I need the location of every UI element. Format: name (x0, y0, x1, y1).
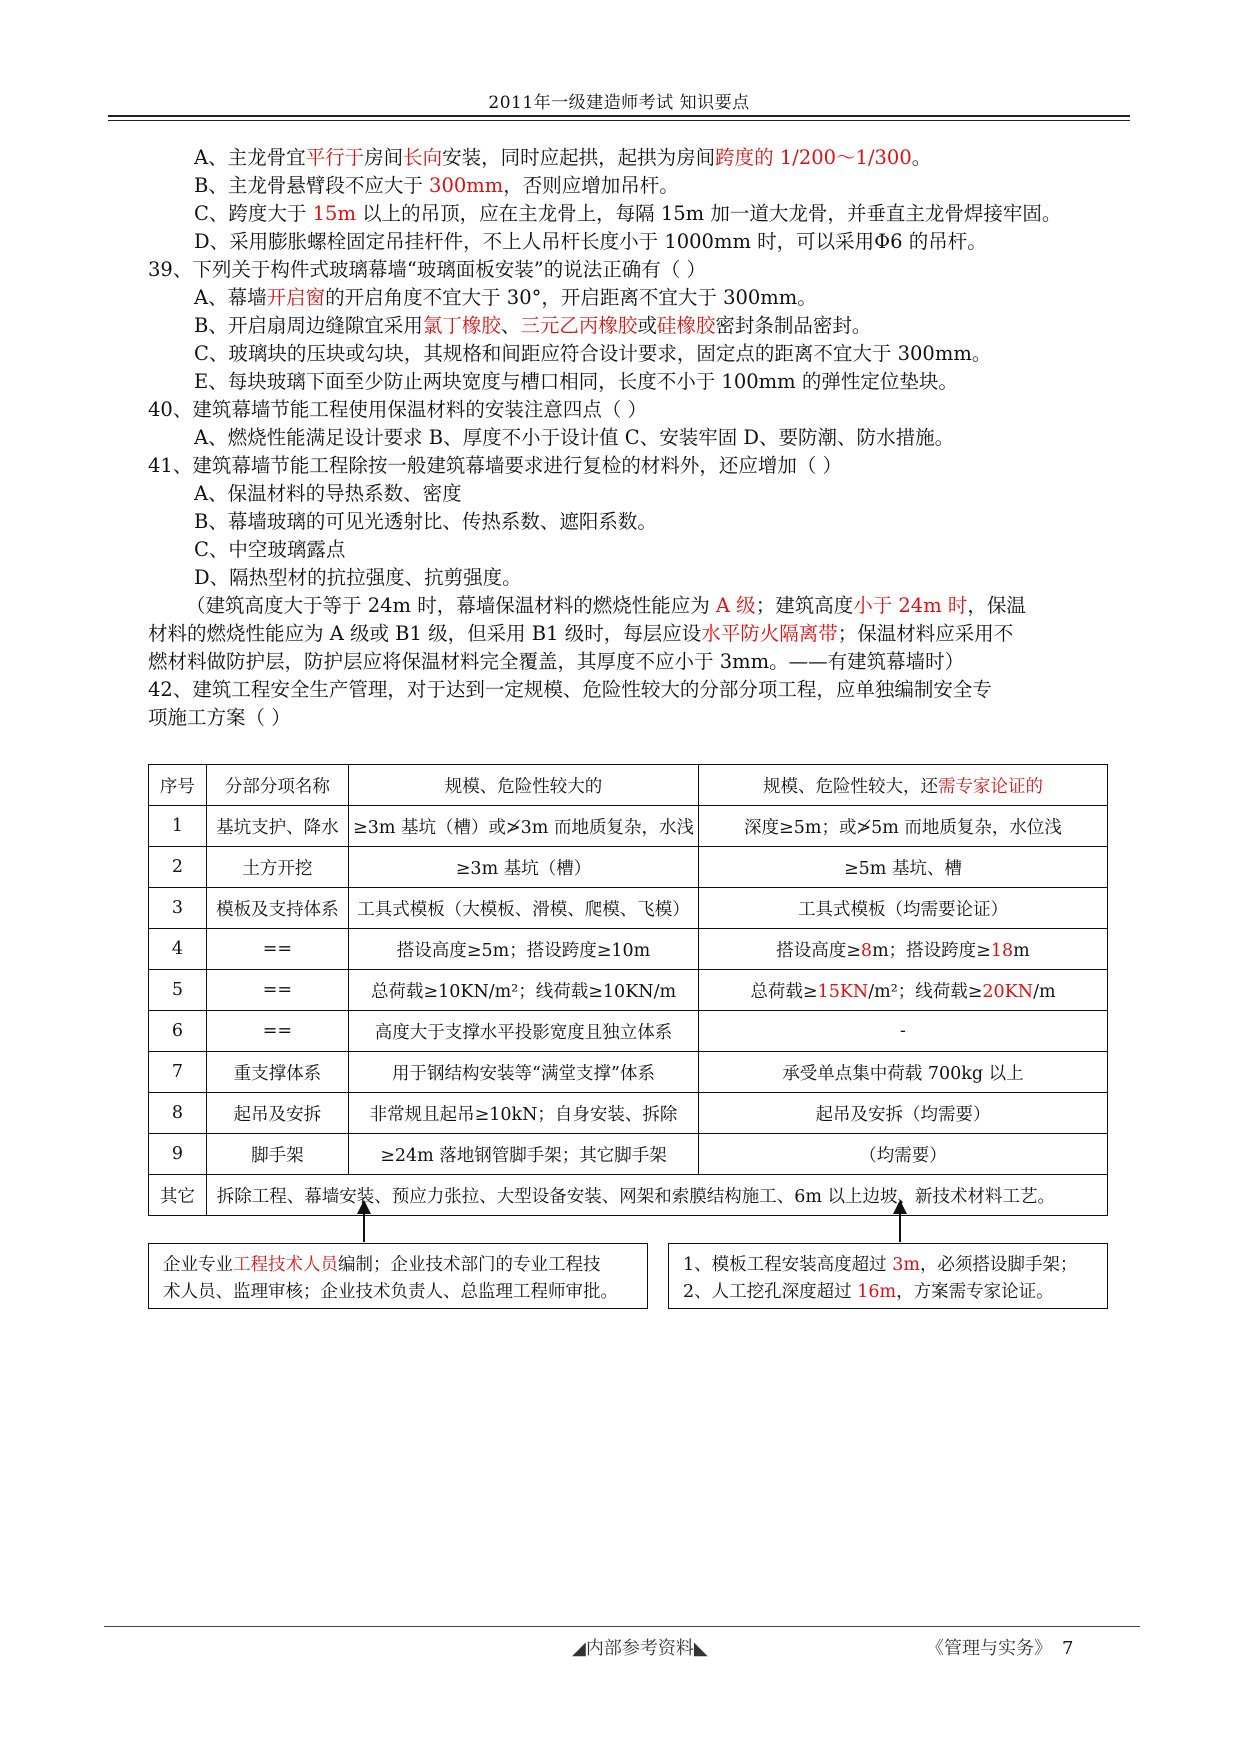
text-run: ，否则应增加吊杆。 (503, 174, 679, 197)
table-header-row (149, 765, 1108, 806)
note-line (683, 1252, 1093, 1279)
highlight-text: 小于 24m 时 (853, 594, 968, 617)
table-row (149, 1093, 1108, 1134)
table-cell (349, 847, 699, 888)
table-cell (149, 929, 207, 970)
text-line (148, 312, 1108, 340)
highlight-text: 3m (892, 1255, 920, 1275)
arrow-up-left (357, 1200, 371, 1244)
text-run: A、保温材料的导热系数、密度 (194, 482, 462, 505)
text-run: B、开启扇周边缝隙宜采用 (194, 314, 423, 337)
text-run: == (262, 1021, 293, 1041)
text-run: ，保温 (967, 594, 1026, 617)
text-run: 39、下列关于构件式玻璃幕墙“玻璃面板安装”的说法正确有（ ） (148, 258, 706, 281)
highlight-text: 三元乙丙橡胶 (520, 314, 638, 337)
text-line (148, 368, 1108, 396)
text-run: 深度≥5m；或≯5m 而地质复杂，水位浅 (744, 817, 1062, 838)
text-run: 起吊及安拆（均需要） (815, 1104, 991, 1125)
table-cell (349, 1011, 699, 1052)
text-run: ；保温材料应采用不 (837, 622, 1014, 645)
table-row (149, 929, 1108, 970)
table-cell (698, 765, 1107, 806)
text-run: B、主龙骨悬臂段不应大于 (194, 174, 430, 197)
note-line (163, 1252, 633, 1279)
note-box-approval (148, 1243, 648, 1309)
text-run: 2、人工挖孔深度超过 (683, 1282, 858, 1302)
arrow-up-right (893, 1200, 907, 1244)
text-line (148, 536, 1108, 564)
highlight-text: 工程技术人员 (233, 1255, 338, 1275)
text-line (148, 340, 1108, 368)
text-run: 、 (500, 314, 521, 337)
table-cell (149, 1093, 207, 1134)
table-cell (698, 1011, 1107, 1052)
text-run: 序号 (159, 776, 195, 797)
text-run: 起吊及安拆 (233, 1104, 322, 1125)
table-cell (206, 1052, 348, 1093)
text-run: 总荷载≥10KN/m²；线荷载≥10KN/m (370, 981, 677, 1002)
highlight-text: 氯丁橡胶 (422, 314, 501, 337)
text-run: 工具式模板（均需要论证） (797, 899, 1008, 920)
table-cell: 拆除工程、幕墙安装、预应力张拉、大型设备安装、网架和索膜结构施工、6m 以上边坡、新技术材料工艺。 (206, 1175, 1107, 1216)
text-line (148, 396, 1108, 424)
table-cell (149, 1134, 207, 1175)
text-run: 编制；企业技术部门的专业工程技 (338, 1255, 601, 1275)
text-run: 2 (171, 857, 183, 877)
note-line (163, 1279, 633, 1306)
text-run: C、中空玻璃露点 (194, 538, 346, 561)
table-cell (206, 1093, 348, 1134)
text-run: 材料的燃烧性能应为 A 级或 B1 级，但采用 B1 级时，每层应设 (148, 622, 702, 645)
text-run: 企业专业 (163, 1255, 233, 1275)
highlight-text: 硅橡胶 (656, 314, 716, 337)
text-line (148, 256, 1108, 284)
table-cell (349, 806, 699, 847)
text-run: 的开启角度不宜大于 30°，开启距离不宜大于 300mm。 (325, 286, 817, 309)
text-run: 承受单点集中荷载 700kg 以上 (782, 1063, 1024, 1084)
text-run: 高度大于支撑水平投影宽度且独立体系 (374, 1022, 673, 1043)
highlight-text: 水平防火隔离带 (701, 622, 838, 645)
text-run: 安装，同时应起拱，起拱为房间 (442, 146, 716, 169)
text-run: C、玻璃块的压块或勾块，其规格和间距应符合设计要求，固定点的距离不宜大于 300mm。 (194, 342, 992, 365)
text-run: 8 (171, 1103, 183, 1123)
header-rule-thick (108, 115, 1130, 117)
text-run: 项施工方案（ ） (148, 706, 291, 729)
text-run: ，必须搭设脚手架； (919, 1255, 1078, 1275)
text-run: ，方案需专家论证。 (896, 1282, 1054, 1302)
table-cell (206, 847, 348, 888)
table-cell (698, 847, 1107, 888)
table-row (149, 888, 1108, 929)
footer-book-title: 《管理与实务》 (926, 1638, 1052, 1659)
highlight-text: 跨度的 1/200～1/300 (715, 146, 912, 169)
text-run: == (262, 939, 293, 959)
text-run: m (1013, 940, 1030, 961)
table-cell (206, 970, 348, 1011)
table-cell (149, 847, 207, 888)
text-run: 模板及支持体系 (216, 899, 339, 920)
table-cell: 其它 (149, 1175, 207, 1216)
text-run: ≥3m 基坑（槽） (455, 858, 592, 879)
table-cell (349, 929, 699, 970)
text-run: ；建筑高度 (755, 594, 854, 617)
text-run: 密封条制品密封。 (715, 314, 872, 337)
text-run: D、采用膨胀螺栓固定吊挂杆件，不上人吊杆长度小于 1000mm 时，可以采用Φ6 的吊杆。 (194, 230, 987, 253)
text-run: /m²；线荷载≥ (868, 981, 983, 1002)
dangerous-works-table (148, 764, 1108, 1216)
table-cell (698, 970, 1107, 1011)
table-cell (698, 929, 1107, 970)
text-run: 1 (171, 816, 183, 836)
text-run: 土方开挖 (242, 858, 313, 879)
highlight-text: 需专家论证的 (937, 776, 1043, 797)
text-run: 重支撑体系 (233, 1063, 322, 1084)
highlight-text: 16m (857, 1282, 897, 1302)
text-run: 5 (171, 980, 183, 1000)
table-row (149, 970, 1108, 1011)
text-run: 以上的吊顶，应在主龙骨上，每隔 15m 加一道大龙骨，并垂直主龙骨焊接牢固。 (355, 202, 1062, 225)
text-run: （建筑高度大于等于 24m 时，幕墙保温材料的燃烧性能应为 (186, 594, 716, 617)
table-cell (149, 1011, 207, 1052)
highlight-text: A 级 (715, 594, 756, 617)
text-run: A、幕墙 (194, 286, 267, 309)
table-cell (206, 806, 348, 847)
text-line (148, 452, 1108, 480)
highlight-text: 8 (860, 940, 873, 961)
text-line (148, 508, 1108, 536)
text-run: 搭设高度≥5m；搭设跨度≥10m (396, 940, 651, 961)
page-number: 7 (1062, 1638, 1074, 1659)
text-run: 术人员、监理审核；企业技术负责人、总监理工程师审批。 (163, 1282, 618, 1302)
text-run: 用于钢结构安装等“满堂支撑”体系 (392, 1063, 655, 1084)
text-line (148, 564, 1108, 592)
text-run: 燃材料做防护层，防护层应将保温材料完全覆盖，其厚度不应小于 3mm。——有建筑幕墙时） (148, 650, 965, 673)
text-run: E、每块玻璃下面至少防止两块宽度与槽口相同，长度不小于 100mm 的弹性定位垫块。 (194, 370, 958, 393)
text-run: 9 (171, 1144, 183, 1164)
table-cell (698, 888, 1107, 929)
text-run: 或 (637, 314, 657, 337)
text-run: ≥24m 落地钢管脚手架；其它脚手架 (380, 1145, 667, 1166)
text-line (148, 676, 1108, 704)
table-cell (698, 806, 1107, 847)
highlight-text: 15m (312, 202, 356, 225)
text-run: 40、建筑幕墙节能工程使用保温材料的安装注意四点（ ） (148, 398, 648, 421)
question-text-block (148, 144, 1108, 732)
table-row (149, 1052, 1108, 1093)
table-row (149, 1134, 1108, 1175)
text-line (148, 424, 1108, 452)
text-run: 工具式模板（大模板、滑模、爬模、飞模） (357, 899, 690, 920)
table-row-other (149, 1175, 1108, 1216)
footer-center-label: ◢内部参考资料◣ (572, 1638, 708, 1659)
text-line (148, 200, 1108, 228)
text-run: 房间 (364, 146, 404, 169)
header-rule-thin (108, 120, 1130, 121)
text-run: C、跨度大于 (194, 202, 313, 225)
note-line (683, 1279, 1093, 1306)
table-cell (206, 888, 348, 929)
text-line (148, 228, 1108, 256)
text-run: 总荷载≥ (750, 981, 818, 1002)
table-cell (149, 1052, 207, 1093)
highlight-text: 开启窗 (266, 286, 326, 309)
footer-right (926, 1634, 1073, 1660)
highlight-text: 平行于 (305, 146, 365, 169)
table-cell (349, 1052, 699, 1093)
text-run: D、隔热型材的抗拉强度、抗剪强度。 (194, 566, 522, 589)
text-run: 非常规且起吊≥10kN；自身安装、拆除 (369, 1104, 678, 1125)
table-cell (349, 970, 699, 1011)
table-cell (149, 888, 207, 929)
text-run: B、幕墙玻璃的可见光透射比、传热系数、遮阳系数。 (194, 510, 657, 533)
text-line (148, 144, 1108, 172)
table-cell (349, 1093, 699, 1134)
table-cell (149, 765, 207, 806)
table-cell (698, 1093, 1107, 1134)
text-run: 基坑支护、降水 (216, 817, 339, 838)
highlight-text: 长向 (403, 146, 443, 169)
text-run: /m (1033, 981, 1056, 1002)
text-run: 规模、危险性较大的 (444, 776, 603, 797)
highlight-text: 20KN (982, 981, 1034, 1002)
text-line (148, 172, 1108, 200)
table-row (149, 847, 1108, 888)
table-cell (698, 1052, 1107, 1093)
text-run: （均需要） (859, 1145, 947, 1166)
text-run: 。 (911, 146, 932, 169)
page-header-title: 2011年一级建造师考试 知识要点 (488, 93, 750, 113)
table-row (149, 1011, 1108, 1052)
text-run: 4 (171, 939, 183, 959)
table-row (149, 806, 1108, 847)
footer-rule (104, 1626, 1140, 1627)
text-run: 规模、危险性较大，还 (762, 776, 938, 797)
text-line (148, 648, 1108, 676)
text-line (148, 592, 1108, 620)
table-cell (149, 806, 207, 847)
table-cell (349, 765, 699, 806)
text-line (148, 480, 1108, 508)
table-cell (698, 1134, 1107, 1175)
text-run: ≥3m 基坑（槽）或≯3m 而地质复杂，水浅 (353, 817, 694, 838)
text-run: 1、模板工程安装高度超过 (683, 1255, 893, 1275)
table-cell (206, 1011, 348, 1052)
text-run: 42、建筑工程安全生产管理，对于达到一定规模、危险性较大的分部分项工程，应单独编制安全专 (148, 678, 992, 701)
table-cell (206, 929, 348, 970)
text-run: 分部分项名称 (224, 776, 330, 797)
highlight-text: 18 (990, 940, 1014, 961)
highlight-text: 300mm (429, 174, 504, 197)
table-cell (206, 765, 348, 806)
text-line (148, 284, 1108, 312)
text-line (148, 704, 1108, 732)
table-cell (206, 1134, 348, 1175)
text-run: 6 (171, 1021, 183, 1041)
text-line (148, 620, 1108, 648)
text-run: 41、建筑幕墙节能工程除按一般建筑幕墙要求进行复检的材料外，还应增加（ ） (148, 454, 843, 477)
text-run: 3 (171, 898, 183, 918)
text-run: 搭设高度≥ (776, 940, 861, 961)
text-run: A、燃烧性能满足设计要求 B、厚度不小于设计值 C、安装牢固 D、要防潮、防水措施。 (194, 426, 955, 449)
highlight-text: 15KN (817, 981, 869, 1002)
note-box-expert-review (668, 1243, 1108, 1309)
text-run: ≥5m 基坑、槽 (844, 858, 962, 879)
text-run: 7 (171, 1062, 183, 1082)
table-cell (349, 1134, 699, 1175)
table-cell (349, 888, 699, 929)
text-run: 脚手架 (251, 1145, 304, 1166)
text-run: A、主龙骨宜 (194, 146, 306, 169)
table-cell (149, 970, 207, 1011)
text-run: == (262, 980, 293, 1000)
text-run: - (900, 1021, 906, 1041)
text-run: m；搭设跨度≥ (872, 940, 991, 961)
